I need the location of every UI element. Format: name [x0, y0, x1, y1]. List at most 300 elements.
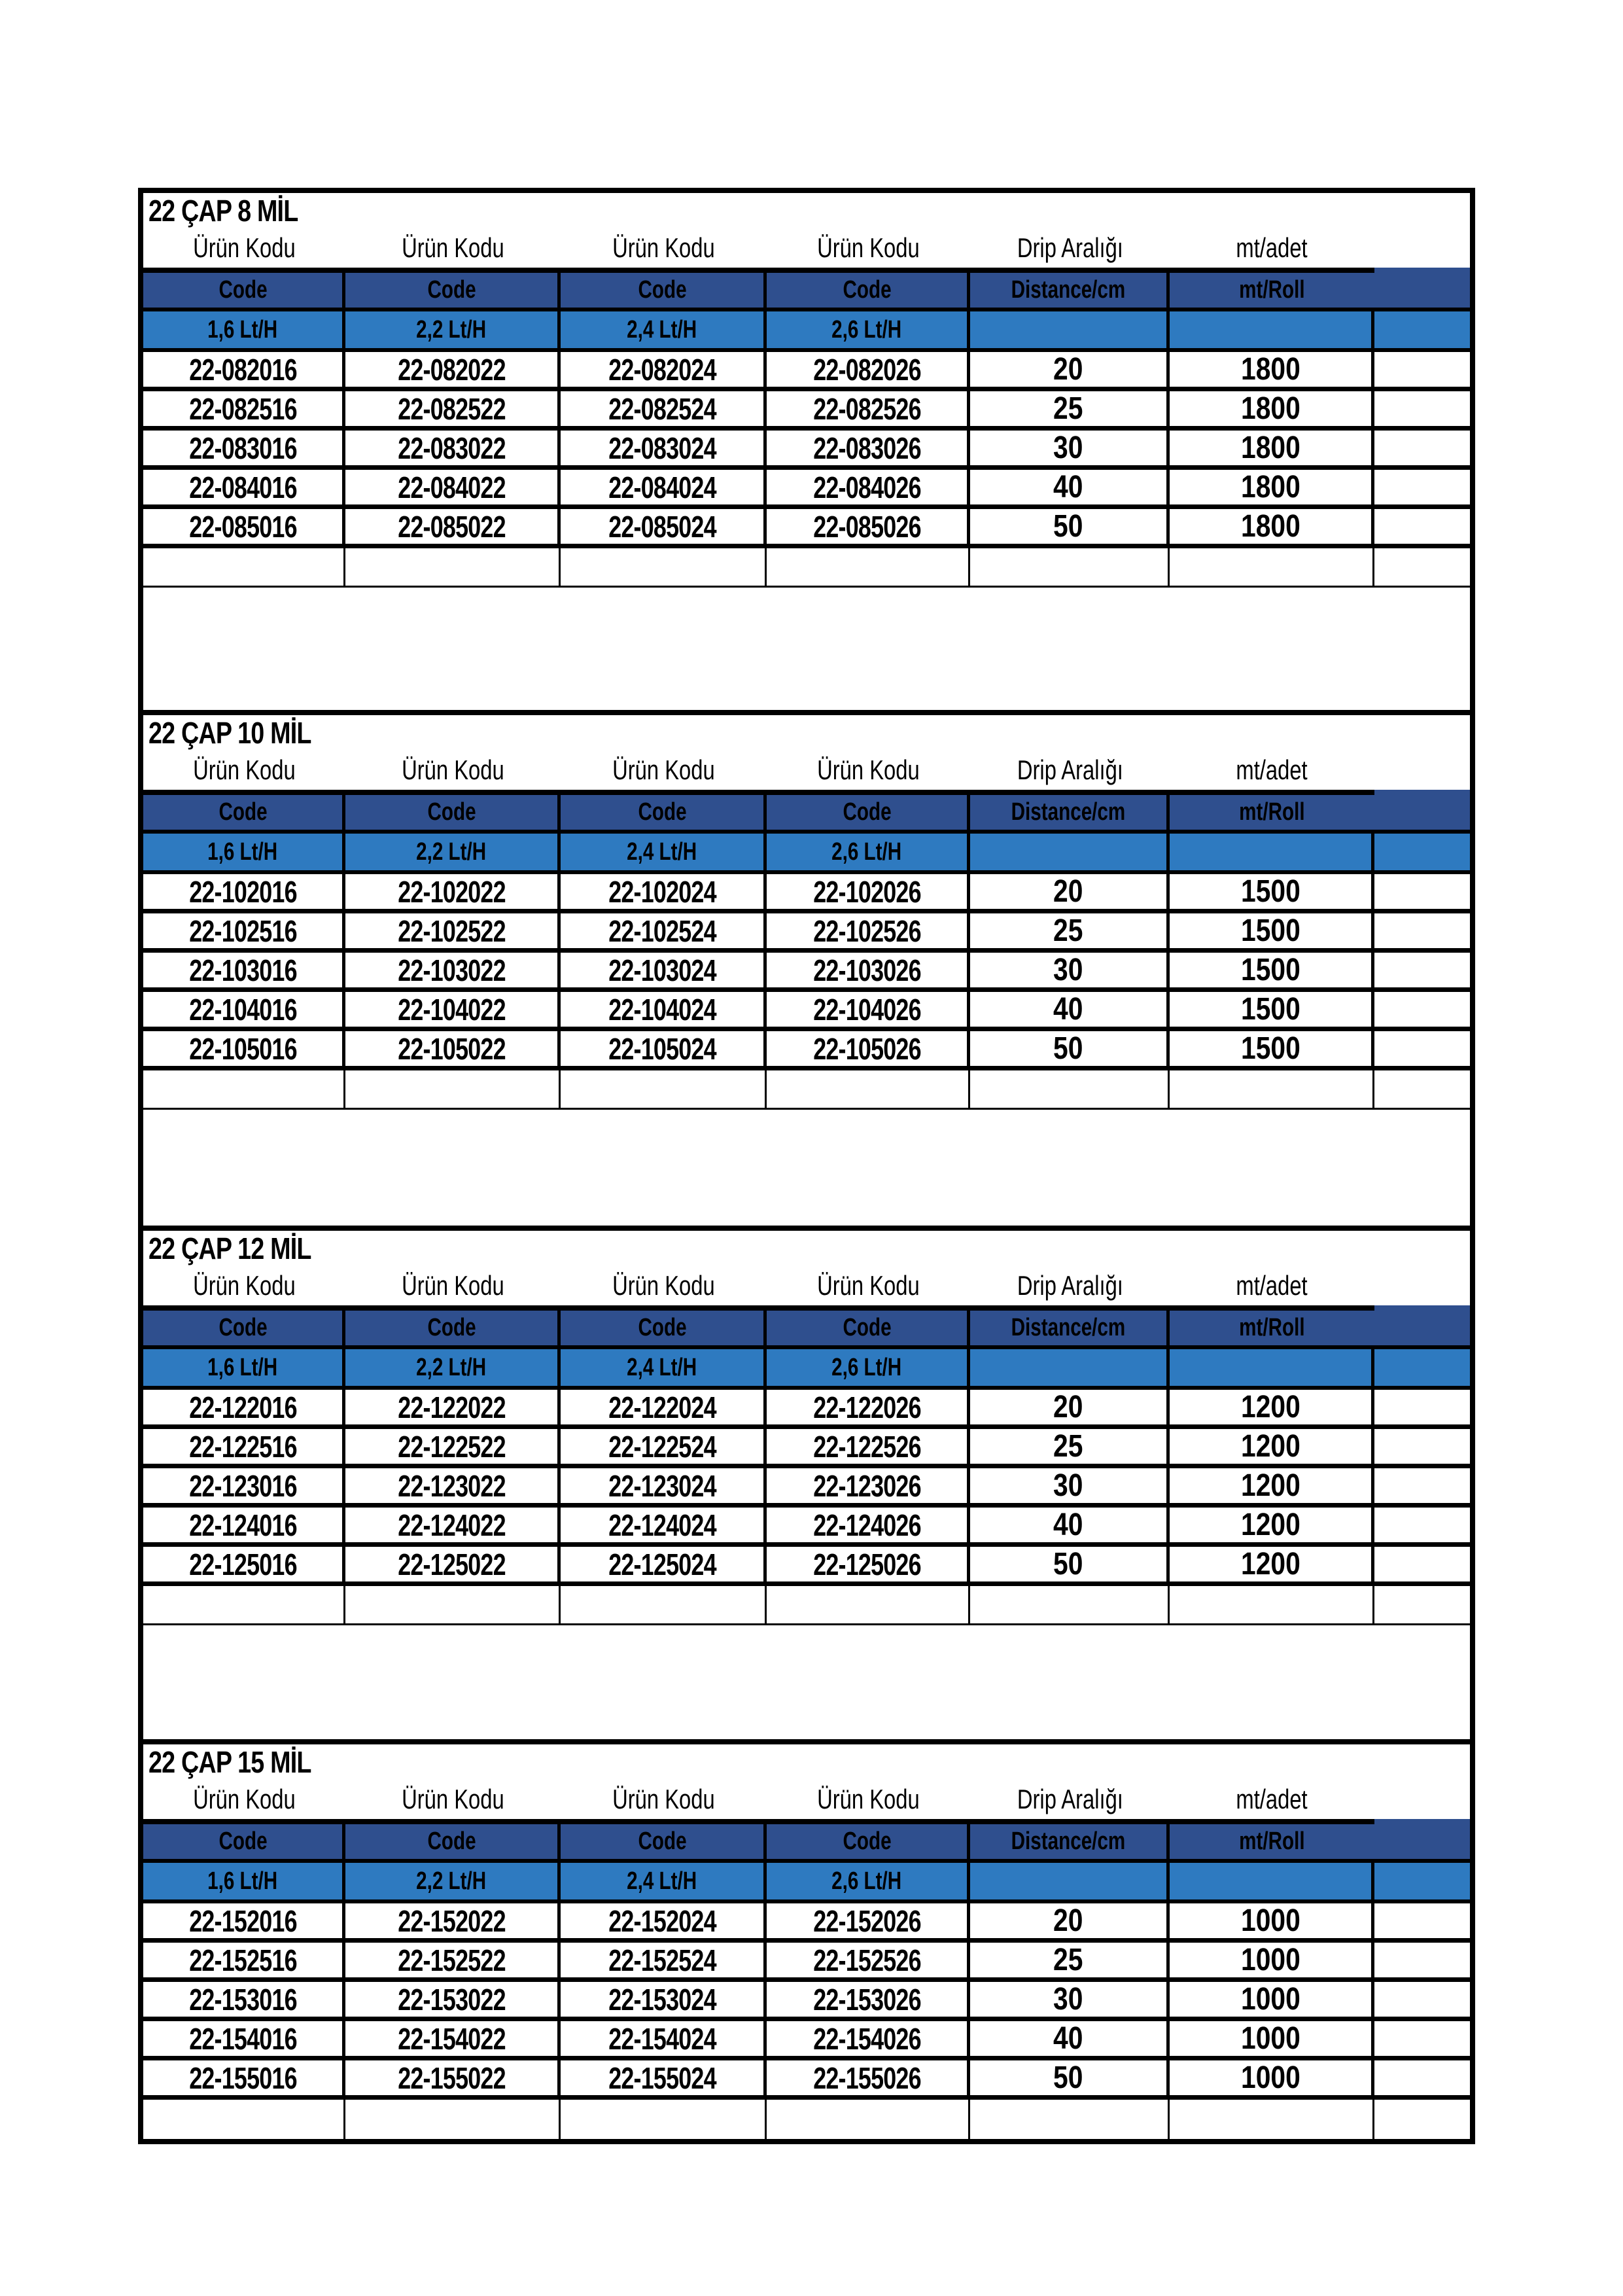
- product-code-cell-text: 22-104022: [397, 992, 506, 1027]
- product-code-cell-text: 22-123026: [812, 1468, 921, 1503]
- product-code-cell: [767, 1390, 970, 1424]
- distance-value-cell: [970, 431, 1170, 465]
- product-code-cell-text: 22-085024: [608, 509, 716, 544]
- distance-value-cell: [970, 352, 1170, 387]
- product-code-cell: [143, 874, 345, 909]
- flow-rate-cell-text: 2,2 Lt/H: [416, 1867, 487, 1895]
- product-code-cell: [561, 1031, 767, 1066]
- spare-cell: [1374, 1508, 1470, 1542]
- product-code-cell: [561, 2021, 767, 2056]
- roll-length-cell-text: 1500: [1240, 992, 1300, 1027]
- empty-cell: [561, 2100, 767, 2139]
- product-code-cell: [767, 1468, 970, 1503]
- flow-rate-cell-text: 2,2 Lt/H: [416, 838, 487, 866]
- flow-rate-cell: [1374, 834, 1470, 870]
- empty-cell: [1170, 1070, 1374, 1108]
- distance-value-cell-text: 25: [1053, 1943, 1083, 1977]
- flow-rate-cell: [1374, 1349, 1470, 1386]
- product-code-cell: [561, 1943, 767, 1977]
- product-code-cell-text: 22-083016: [188, 431, 297, 465]
- product-code-cell: [345, 470, 561, 504]
- product-code-cell: [143, 1031, 345, 1066]
- code-header-row: [143, 795, 1470, 834]
- product-code-cell-text: 22-122516: [188, 1429, 297, 1464]
- product-code-cell-text: 22-152026: [812, 1903, 921, 1938]
- product-code-cell-text: 22-102016: [188, 874, 297, 909]
- product-code-cell-text: 22-084016: [188, 470, 297, 504]
- product-code-cell-text: 22-152016: [188, 1903, 297, 1938]
- table-row: [143, 913, 1470, 953]
- distance-value-cell: [970, 953, 1170, 987]
- mt-roll-header-cell: [1170, 1311, 1374, 1345]
- product-code-cell-text: 22-082016: [188, 352, 297, 387]
- product-code-cell: [561, 2060, 767, 2095]
- distance-value-cell-text: 20: [1053, 1903, 1083, 1938]
- urun-kodu-header-text: Ürün Kodu: [817, 754, 920, 785]
- product-code-cell: [345, 1508, 561, 1542]
- product-table-4: [138, 1739, 1475, 2144]
- roll-length-cell-text: 1800: [1240, 352, 1300, 387]
- drip-araligi-header: [970, 1780, 1170, 1819]
- flow-rate-cell: [143, 1863, 345, 1899]
- product-code-cell: [143, 953, 345, 987]
- product-code-cell: [561, 1982, 767, 2017]
- distance-value-cell-text: 20: [1053, 874, 1083, 909]
- distance-value-cell-text: 40: [1053, 2021, 1083, 2056]
- product-code-cell-text: 22-155026: [812, 2060, 921, 2095]
- empty-cell: [345, 1586, 561, 1623]
- header-underline-bar: [143, 790, 1374, 795]
- spacer-row: [143, 588, 1470, 710]
- spare-cell: [1374, 1547, 1470, 1581]
- mt-adet-header-text: mt/adet: [1236, 1784, 1308, 1814]
- product-code-cell-text: 22-124016: [188, 1508, 297, 1542]
- product-code-cell: [345, 391, 561, 426]
- code-header-cell: [767, 1311, 970, 1345]
- empty-cell: [1170, 1586, 1374, 1623]
- product-code-cell-text: 22-152522: [397, 1943, 506, 1977]
- code-header-row: [143, 1824, 1470, 1863]
- product-code-cell-text: 22-084026: [812, 470, 921, 504]
- product-code-cell-text: 22-082522: [397, 391, 506, 426]
- product-code-cell: [767, 913, 970, 948]
- code-header-cell-text: Code: [427, 1828, 476, 1855]
- urun-kodu-header: [143, 1780, 345, 1819]
- product-code-cell-text: 22-083022: [397, 431, 506, 465]
- mt-adet-header-text: mt/adet: [1236, 754, 1308, 785]
- roll-length-cell: [1170, 992, 1374, 1027]
- roll-length-cell: [1170, 1390, 1374, 1424]
- flow-rate-cell-text: 2,6 Lt/H: [831, 315, 902, 344]
- roll-length-cell-text: 1800: [1240, 431, 1300, 465]
- spare-cell: [1374, 431, 1470, 465]
- product-code-cell-text: 22-102526: [812, 913, 921, 948]
- roll-length-cell-text: 1500: [1240, 1031, 1300, 1066]
- mt-adet-header: [1170, 751, 1374, 790]
- section-title-text: 22 ÇAP 8 MİL: [148, 194, 298, 228]
- product-code-cell-text: 22-152526: [812, 1943, 921, 1977]
- spare-cell: [1374, 391, 1470, 426]
- table-row: [143, 1468, 1470, 1508]
- spacer-row: [143, 1110, 1470, 1226]
- drip-tape-code-sheet: [138, 188, 1475, 2144]
- product-code-cell-text: 22-083024: [608, 431, 716, 465]
- code-header-cell: [345, 273, 561, 308]
- product-code-cell: [561, 874, 767, 909]
- section-title-text: 22 ÇAP 10 MİL: [148, 716, 311, 750]
- roll-length-cell: [1170, 352, 1374, 387]
- code-header-cell: [143, 795, 345, 830]
- roll-length-cell: [1170, 509, 1374, 544]
- product-code-cell: [143, 1390, 345, 1424]
- header-underline: [143, 1305, 1470, 1311]
- product-code-cell-text: 22-122526: [812, 1429, 921, 1464]
- product-code-cell: [143, 470, 345, 504]
- urun-kodu-header: [345, 228, 561, 268]
- code-header-cell-text: Code: [427, 798, 476, 826]
- flow-rate-cell: [767, 834, 970, 870]
- table-row: [143, 1943, 1470, 1982]
- urun-kodu-header-text: Ürün Kodu: [817, 232, 920, 263]
- product-code-cell-text: 22-123024: [608, 1468, 716, 1503]
- flow-rate-cell: [1170, 1349, 1374, 1386]
- product-code-cell: [143, 992, 345, 1027]
- flow-rate-cell-text: 2,2 Lt/H: [416, 315, 487, 344]
- distance-value-cell: [970, 874, 1170, 909]
- roll-length-cell: [1170, 1982, 1374, 2017]
- roll-length-cell-text: 1000: [1240, 1982, 1300, 2017]
- distance-value-cell-text: 25: [1053, 391, 1083, 426]
- roll-length-cell-text: 1200: [1240, 1429, 1300, 1464]
- distance-value-cell: [970, 2060, 1170, 2095]
- product-code-cell: [143, 1508, 345, 1542]
- urun-kodu-header-text: Ürün Kodu: [612, 1270, 715, 1301]
- product-code-cell: [345, 1943, 561, 1977]
- code-header-row: [143, 1311, 1470, 1349]
- spare-header-cell: [1374, 1824, 1470, 1859]
- spare-cell: [1374, 509, 1470, 544]
- distance-value-cell: [970, 1982, 1170, 2017]
- product-code-cell-text: 22-154024: [608, 2021, 716, 2056]
- product-code-cell-text: 22-104026: [812, 992, 921, 1027]
- product-code-cell: [345, 1390, 561, 1424]
- code-header-cell: [767, 273, 970, 308]
- section-title: [143, 715, 1470, 751]
- distance-value-cell-text: 20: [1053, 352, 1083, 387]
- flow-rate-cell: [143, 1349, 345, 1386]
- roll-length-cell-text: 1500: [1240, 874, 1300, 909]
- table-row: [143, 431, 1470, 470]
- product-code-cell: [143, 1547, 345, 1581]
- flow-rate-cell-text: 2,2 Lt/H: [416, 1353, 487, 1381]
- product-code-cell-text: 22-084024: [608, 470, 716, 504]
- product-code-cell: [767, 1508, 970, 1542]
- urun-kodu-header-text: Ürün Kodu: [193, 754, 296, 785]
- product-code-cell: [767, 992, 970, 1027]
- product-code-cell-text: 22-152516: [188, 1943, 297, 1977]
- product-code-cell: [561, 953, 767, 987]
- code-header-cell-text: Code: [842, 1828, 892, 1855]
- spare-cell: [1374, 1429, 1470, 1464]
- product-code-cell: [767, 2060, 970, 2095]
- distance-value-cell: [970, 2021, 1170, 2056]
- product-code-cell: [345, 1468, 561, 1503]
- flow-rate-row: [143, 834, 1470, 874]
- urun-kodu-header-text: Ürün Kodu: [402, 232, 504, 263]
- table-row: [143, 1903, 1470, 1943]
- product-code-cell-text: 22-102026: [812, 874, 921, 909]
- section-title-text: 22 ÇAP 12 MİL: [148, 1231, 311, 1265]
- distance-value-cell-text: 30: [1053, 953, 1083, 987]
- table-row: [143, 470, 1470, 509]
- urun-kodu-header: [561, 228, 767, 268]
- code-header-cell-text: Code: [842, 798, 892, 826]
- product-code-cell: [561, 1429, 767, 1464]
- urun-kodu-header-text: Ürün Kodu: [612, 1784, 715, 1814]
- product-code-cell: [767, 1903, 970, 1938]
- product-code-cell-text: 22-155024: [608, 2060, 716, 2095]
- header-underline: [143, 268, 1470, 273]
- roll-length-cell-text: 1200: [1240, 1547, 1300, 1581]
- distance-header-cell-text: Distance/cm: [1011, 276, 1126, 304]
- distance-value-cell: [970, 1468, 1170, 1503]
- product-code-cell: [143, 1943, 345, 1977]
- distance-value-cell: [970, 1903, 1170, 1938]
- table-row: [143, 2060, 1470, 2100]
- empty-cell: [767, 2100, 970, 2139]
- flow-rate-cell: [970, 1863, 1170, 1899]
- urun-kodu-header-text: Ürün Kodu: [193, 232, 296, 263]
- product-code-cell-text: 22-082026: [812, 352, 921, 387]
- code-header-cell: [767, 1824, 970, 1859]
- drip-araligi-header: [970, 751, 1170, 790]
- code-header-cell: [561, 1824, 767, 1859]
- product-code-cell-text: 22-123016: [188, 1468, 297, 1503]
- flow-rate-cell: [143, 834, 345, 870]
- urun-kodu-header-text: Ürün Kodu: [402, 1270, 504, 1301]
- section-title-text: 22 ÇAP 15 MİL: [148, 1745, 311, 1779]
- product-code-cell: [143, 1468, 345, 1503]
- mt-roll-header-cell: [1170, 273, 1374, 308]
- spare-header-cell: [1374, 273, 1470, 308]
- flow-rate-cell: [970, 834, 1170, 870]
- spare-cell: [1374, 913, 1470, 948]
- product-code-cell: [767, 1031, 970, 1066]
- product-code-cell-text: 22-105016: [188, 1031, 297, 1066]
- spare-header: [1374, 751, 1470, 790]
- product-code-cell: [345, 1429, 561, 1464]
- distance-value-cell-text: 40: [1053, 1508, 1083, 1542]
- empty-cell: [561, 548, 767, 586]
- flow-rate-cell: [767, 311, 970, 348]
- distance-value-cell: [970, 992, 1170, 1027]
- spare-cell: [1374, 1031, 1470, 1066]
- spare-cell: [1374, 2060, 1470, 2095]
- product-code-cell: [561, 509, 767, 544]
- product-code-cell-text: 22-105024: [608, 1031, 716, 1066]
- empty-cell: [767, 548, 970, 586]
- flow-rate-cell: [345, 311, 561, 348]
- empty-cell: [1170, 2100, 1374, 2139]
- urun-kodu-header: [143, 751, 345, 790]
- urun-kodu-header: [143, 1266, 345, 1305]
- column-header-row: [143, 751, 1470, 790]
- code-header-cell: [561, 795, 767, 830]
- empty-cell: [143, 1586, 345, 1623]
- code-header-cell-text: Code: [637, 1314, 687, 1341]
- mt-adet-header-text: mt/adet: [1236, 232, 1308, 263]
- empty-cell: [561, 1586, 767, 1623]
- table-row: [143, 1547, 1470, 1586]
- empty-cell: [1170, 548, 1374, 586]
- product-code-cell: [345, 1982, 561, 2017]
- header-underline-corner: [1374, 790, 1470, 795]
- product-code-cell: [143, 2060, 345, 2095]
- distance-value-cell-text: 50: [1053, 1031, 1083, 1066]
- distance-header-cell: [970, 1311, 1170, 1345]
- distance-value-cell: [970, 913, 1170, 948]
- product-code-cell: [561, 352, 767, 387]
- product-code-cell-text: 22-124026: [812, 1508, 921, 1542]
- spare-cell: [1374, 1468, 1470, 1503]
- distance-value-cell: [970, 1390, 1170, 1424]
- roll-length-cell-text: 1800: [1240, 470, 1300, 504]
- product-code-cell-text: 22-122522: [397, 1429, 506, 1464]
- table-row: [143, 2021, 1470, 2060]
- table-row: [143, 509, 1470, 548]
- flow-rate-cell: [970, 311, 1170, 348]
- roll-length-cell-text: 1000: [1240, 2021, 1300, 2056]
- distance-value-cell: [970, 1429, 1170, 1464]
- product-code-cell-text: 22-102522: [397, 913, 506, 948]
- roll-length-cell-text: 1200: [1240, 1508, 1300, 1542]
- flow-rate-cell: [970, 1349, 1170, 1386]
- drip-araligi-header: [970, 228, 1170, 268]
- product-code-cell-text: 22-102516: [188, 913, 297, 948]
- drip-araligi-header-text: Drip Aralığı: [1017, 1784, 1123, 1814]
- mt-adet-header-text: mt/adet: [1236, 1270, 1308, 1301]
- product-code-cell: [561, 1508, 767, 1542]
- roll-length-cell: [1170, 913, 1374, 948]
- spare-cell: [1374, 2021, 1470, 2056]
- flow-rate-cell: [1170, 834, 1374, 870]
- table-row: [143, 953, 1470, 992]
- spare-header: [1374, 1780, 1470, 1819]
- product-code-cell-text: 22-104024: [608, 992, 716, 1027]
- product-code-cell-text: 22-154016: [188, 2021, 297, 2056]
- product-code-cell: [767, 2021, 970, 2056]
- flow-rate-cell: [345, 1863, 561, 1899]
- spare-header: [1374, 228, 1470, 268]
- flow-rate-cell: [1170, 1863, 1374, 1899]
- code-header-cell-text: Code: [842, 276, 892, 304]
- urun-kodu-header: [345, 751, 561, 790]
- urun-kodu-header-text: Ürün Kodu: [612, 232, 715, 263]
- roll-length-cell: [1170, 1031, 1374, 1066]
- product-code-cell-text: 22-122016: [188, 1390, 297, 1424]
- mt-roll-header-cell: [1170, 795, 1374, 830]
- code-header-cell: [143, 273, 345, 308]
- mt-roll-header-cell-text: mt/Roll: [1239, 276, 1305, 304]
- product-table-1: [138, 188, 1475, 710]
- distance-header-cell: [970, 795, 1170, 830]
- product-code-cell: [767, 1982, 970, 2017]
- flow-rate-cell: [143, 311, 345, 348]
- empty-cell: [143, 548, 345, 586]
- product-code-cell-text: 22-102524: [608, 913, 716, 948]
- column-header-row: [143, 228, 1470, 268]
- product-code-cell: [345, 953, 561, 987]
- roll-length-cell: [1170, 1547, 1374, 1581]
- flow-rate-cell-text: 2,4 Lt/H: [627, 838, 697, 866]
- urun-kodu-header: [143, 228, 345, 268]
- distance-value-cell-text: 50: [1053, 2060, 1083, 2095]
- product-code-cell: [143, 391, 345, 426]
- product-code-cell-text: 22-152022: [397, 1903, 506, 1938]
- product-code-cell-text: 22-082024: [608, 352, 716, 387]
- product-code-cell-text: 22-103026: [812, 953, 921, 987]
- flow-rate-cell: [345, 834, 561, 870]
- mt-roll-header-cell-text: mt/Roll: [1239, 1314, 1305, 1341]
- product-code-cell: [767, 953, 970, 987]
- product-code-cell: [561, 913, 767, 948]
- roll-length-cell-text: 1000: [1240, 1943, 1300, 1977]
- header-underline-corner: [1374, 1305, 1470, 1311]
- product-code-cell-text: 22-085016: [188, 509, 297, 544]
- table-row: [143, 391, 1470, 431]
- flow-rate-cell: [561, 311, 767, 348]
- section-title-row: [143, 193, 1470, 228]
- urun-kodu-header: [767, 228, 970, 268]
- flow-rate-cell-text: 1,6 Lt/H: [207, 315, 278, 344]
- urun-kodu-header-text: Ürün Kodu: [193, 1784, 296, 1814]
- column-header-row: [143, 1780, 1470, 1819]
- product-code-cell-text: 22-122024: [608, 1390, 716, 1424]
- flow-rate-row: [143, 311, 1470, 352]
- distance-value-cell: [970, 1031, 1170, 1066]
- product-code-cell-text: 22-082526: [812, 391, 921, 426]
- product-table-2: [138, 710, 1475, 1226]
- roll-length-cell-text: 1800: [1240, 509, 1300, 544]
- product-code-cell-text: 22-103022: [397, 953, 506, 987]
- empty-cell: [1374, 1070, 1470, 1108]
- header-underline-corner: [1374, 268, 1470, 273]
- table-row: [143, 1982, 1470, 2021]
- code-header-cell-text: Code: [218, 798, 268, 826]
- mt-roll-header-cell: [1170, 1824, 1374, 1859]
- product-code-cell: [561, 431, 767, 465]
- empty-cell: [143, 2100, 345, 2139]
- product-code-cell-text: 22-155016: [188, 2060, 297, 2095]
- product-code-cell: [767, 509, 970, 544]
- roll-length-cell-text: 1000: [1240, 2060, 1300, 2095]
- code-header-cell-text: Code: [218, 1314, 268, 1341]
- urun-kodu-header: [561, 751, 767, 790]
- flow-rate-cell: [561, 1349, 767, 1386]
- urun-kodu-header: [767, 1266, 970, 1305]
- distance-value-cell-text: 50: [1053, 1547, 1083, 1581]
- product-code-cell: [345, 874, 561, 909]
- roll-length-cell: [1170, 470, 1374, 504]
- flow-rate-cell: [345, 1349, 561, 1386]
- roll-length-cell: [1170, 1429, 1374, 1464]
- flow-rate-cell-text: 2,6 Lt/H: [831, 1353, 902, 1381]
- product-code-cell: [561, 1547, 767, 1581]
- spare-cell: [1374, 1943, 1470, 1977]
- distance-value-cell: [970, 1547, 1170, 1581]
- roll-length-cell: [1170, 1943, 1374, 1977]
- roll-length-cell-text: 1200: [1240, 1390, 1300, 1424]
